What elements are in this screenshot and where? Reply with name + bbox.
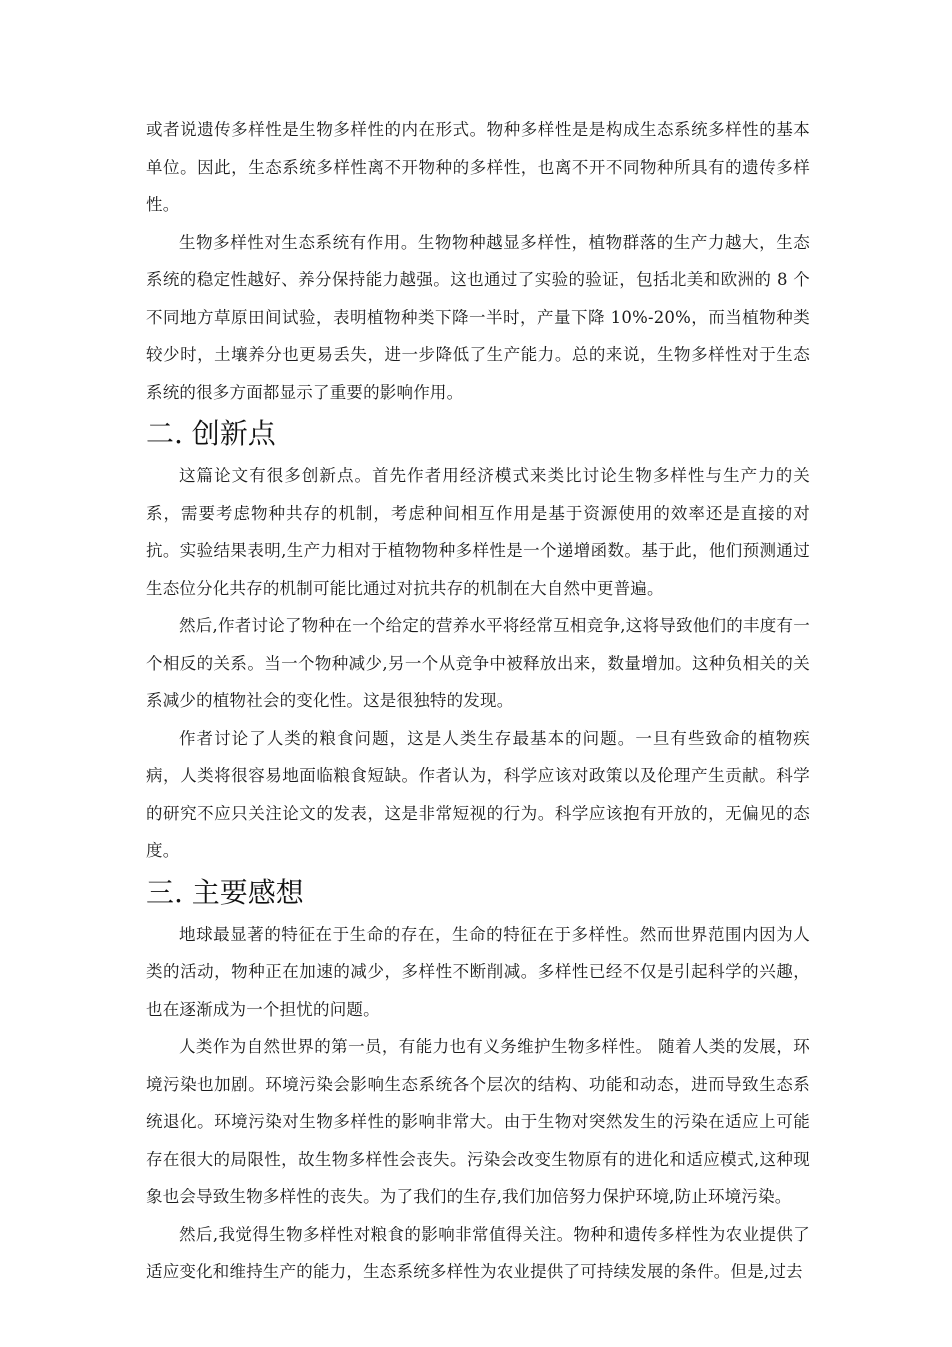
paragraph-innovation-2: 然后,作者讨论了物种在一个给定的营养水平将经常互相竞争,这将导致他们的丰度有一个相反的关系。当一个物种减少,另一个从竞争中被释放出来，数量增加。这种负相关的关系减少的植物社会的变化性。这是很独特的发现。 — [146, 616, 810, 710]
paragraph-intro-continued: 或者说遗传多样性是生物多样性的内在形式。物种多样性是是构成生态系统多样性的基本单位。因此，生态系统多样性离不开物种的多样性，也离不开不同物种所具有的遗传多样性。 — [146, 120, 810, 214]
paragraph-innovation-3: 作者讨论了人类的粮食问题，这是人类生存最基本的问题。一旦有些致命的植物疾病，人类将很容易地面临粮食短缺。作者认为，科学应该对政策以及伦理产生贡献。科学的研究不应只关注论文的发表，这是非常短视的行为。科学应该抱有开放的，无偏见的态度。 — [146, 728, 810, 860]
paragraph-reflection-3: 然后,我觉得生物多样性对粮食的影响非常值得关注。物种和遗传多样性为农业提供了适应变化和维持生产的能力，生态系统多样性为农业提供了可持续发展的条件。但是,过去 — [146, 1224, 810, 1281]
document-body — [146, 111, 810, 1291]
paragraph-reflection-1: 地球最显著的特征在于生命的存在，生命的特征在于多样性。然而世界范围内因为人类的活动，物种正在加速的减少，多样性不断削减。多样性已经不仅是引起科学的兴趣，也在逐渐成为一个担忧的问题。 — [146, 924, 810, 1019]
section-heading-reflections: 三. 主要感想 — [146, 875, 304, 909]
paragraph-biodiversity-effect: 生物多样性对生态系统有作用。生物物种越显多样性，植物群落的生产力越大，生态系统的稳定性越好、养分保持能力越强。这也通过了实验的验证，包括北美和欧洲的 8 个不同地方草原田间试验，表明植物种类下降一半时，产量下降 10%-20%，而当植物种类较少时，土壤养分也更易丢失，进一步降低了生产能力。总的来说，生物多样性对于生态系统的很多方面都显示了重要的影响作用。 — [146, 232, 810, 402]
section-heading-innovation: 二. 创新点 — [146, 417, 276, 450]
paragraph-reflection-2: 人类作为自然世界的第一员，有能力也有义务维护生物多样性。 随着人类的发展，环境污染也加剧。环境污染会影响生态系统各个层次的结构、功能和动态，进而导致生态系统退化。环境污染对生物多样性的影响非常大。由于生物对突然发生的污染在适应上可能存在很大的局限性，故生物多样性会丧失。污染会改变生物原有的进化和适应模式,这种现象也会导致生物多样性的丧失。为了我们的生存,我们加倍努力保护环境,防止环境污染。 — [146, 1037, 810, 1206]
paragraph-innovation-1: 这篇论文有很多创新点。首先作者用经济模式来类比讨论生物多样性与生产力的关系，需要考虑物种共存的机制，考虑种间相互作用是基于资源使用的效率还是直接的对抗。实验结果表明,生产力相对于植物物种多样性是一个递增函数。基于此，他们预测通过生态位分化共存的机制可能比通过对抗共存的机制在大自然中更普遍。 — [146, 466, 810, 598]
